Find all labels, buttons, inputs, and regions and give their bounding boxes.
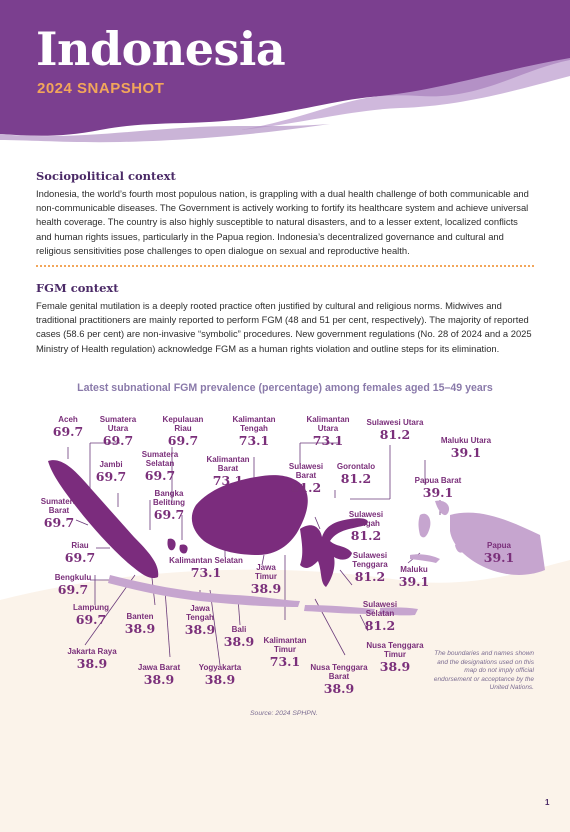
region-label-jawa-timur: Jawa Timur 38.9	[250, 563, 282, 596]
region-label-sulawesi-barat: Sulawesi Barat 81.2	[288, 462, 324, 495]
region-label-bengkulu: Bengkulu 69.7	[54, 573, 92, 597]
map-title: Latest subnational FGM prevalence (percentage) among females aged 15–49 years	[77, 382, 493, 394]
region-label-kalimantan-timur: Kalimantan Timur 73.1	[263, 636, 307, 669]
page-title: Indonesia	[36, 22, 286, 76]
region-label-jambi: Jambi 69.7	[95, 460, 127, 484]
region-label-jakarta-raya: Jakarta Raya 38.9	[67, 647, 117, 671]
sociopolitical-heading: Sociopolitical context	[36, 169, 176, 183]
region-label-kepulauan-riau: Kepulauan Riau 69.7	[162, 415, 204, 448]
region-label-lampung: Lampung 69.7	[73, 603, 109, 627]
region-label-kalimantan-utara: Kalimantan Utara 73.1	[306, 415, 350, 448]
region-label-jawa-barat: Jawa Barat 38.9	[137, 663, 181, 687]
region-label-sulawesi-tenggara: Sulawesi Tenggara 81.2	[352, 551, 388, 584]
region-label-kalimantan-tengah: Kalimantan Tengah 73.1	[232, 415, 276, 448]
region-label-maluku: Maluku 39.1	[398, 565, 430, 589]
region-label-sumatera-selatan: Sumatera Selatan 69.7	[141, 450, 179, 483]
header-banner	[0, 0, 570, 150]
region-label-sumatera-utara: Sumatera Utara 69.7	[99, 415, 137, 448]
region-label-maluku-utara: Maluku Utara 39.1	[440, 436, 492, 460]
fgm-text: Female genital mutilation is a deeply rooted practice often justified by cultural and religious norms. Midwives and traditional practitioners are mainly reported to perform FGM (48 and 51 per cent, respectively). The majority of reported cases (58.6 per cent) are non-invasive “symbolic” procedures. New government regulations (No. 28 of 2024 and a 2025 Ministry of Health regulation) acknowledge FGM as a human rights violation and outline steps for its elimination.	[36, 300, 532, 354]
region-label-papua: Papua 39.1	[483, 541, 515, 565]
region-label-nusa-tenggara-barat: Nusa Tenggara Barat 38.9	[310, 663, 368, 696]
sociopolitical-text: Indonesia, the world’s fourth most populous nation, is grappling with a dual health challenge of both communicable and non-communicable diseases. The Government is actively working to fortify its healthcare system and achieve universal health coverage. The country is also highly susceptible to natural disasters, and to a lesser extent, localized conflicts and human rights issues, particularly in the Papua region. Indonesia’s decentralized governance and cultural and religious sensitivities pose challenges to open dialogue on sexual and reproductive health.	[36, 188, 529, 256]
region-label-kalimantan-selatan: Kalimantan Selatan 73.1	[169, 556, 243, 580]
region-label-riau: Riau 69.7	[64, 541, 96, 565]
page-number: 1	[545, 798, 550, 807]
region-label-jawa-tengah: Jawa Tengah 38.9	[184, 604, 216, 637]
region-label-sumatera-barat: Sumatera Barat 69.7	[40, 497, 78, 530]
region-label-bali: Bali 38.9	[223, 625, 255, 649]
region-label-aceh: Aceh 69.7	[52, 415, 84, 439]
region-label-sulawesi-selatan: Sulawesi Selatan 81.2	[362, 600, 398, 633]
section-divider	[36, 265, 534, 267]
map-disclaimer: The boundaries and names shown and the designations used on this map do not imply official endorsement or acceptance by the United Nations.	[433, 650, 534, 692]
fgm-heading: FGM context	[36, 281, 119, 295]
region-label-sulawesi-tengah: Sulawesi Tengah 81.2	[348, 510, 384, 543]
map-source: Source: 2024 SPHPN.	[250, 710, 318, 717]
region-label-nusa-tenggara-timur: Nusa Tenggara Timur 38.9	[366, 641, 424, 674]
region-label-papua-barat: Papua Barat 39.1	[414, 476, 462, 500]
region-label-gorontalo: Gorontalo 81.2	[336, 462, 376, 486]
region-label-kalimantan-barat: Kalimantan Barat 73.1	[206, 455, 250, 488]
region-label-yogyakarta: Yogyakarta 38.9	[198, 663, 242, 687]
region-label-banten: Banten 38.9	[124, 612, 156, 636]
region-label-sulawesi-utara: Sulawesi Utara 81.2	[366, 418, 424, 442]
page-subtitle: 2024 SNAPSHOT	[37, 80, 165, 97]
region-label-bangka-belitung: Bangka Belitung 69.7	[153, 489, 185, 522]
